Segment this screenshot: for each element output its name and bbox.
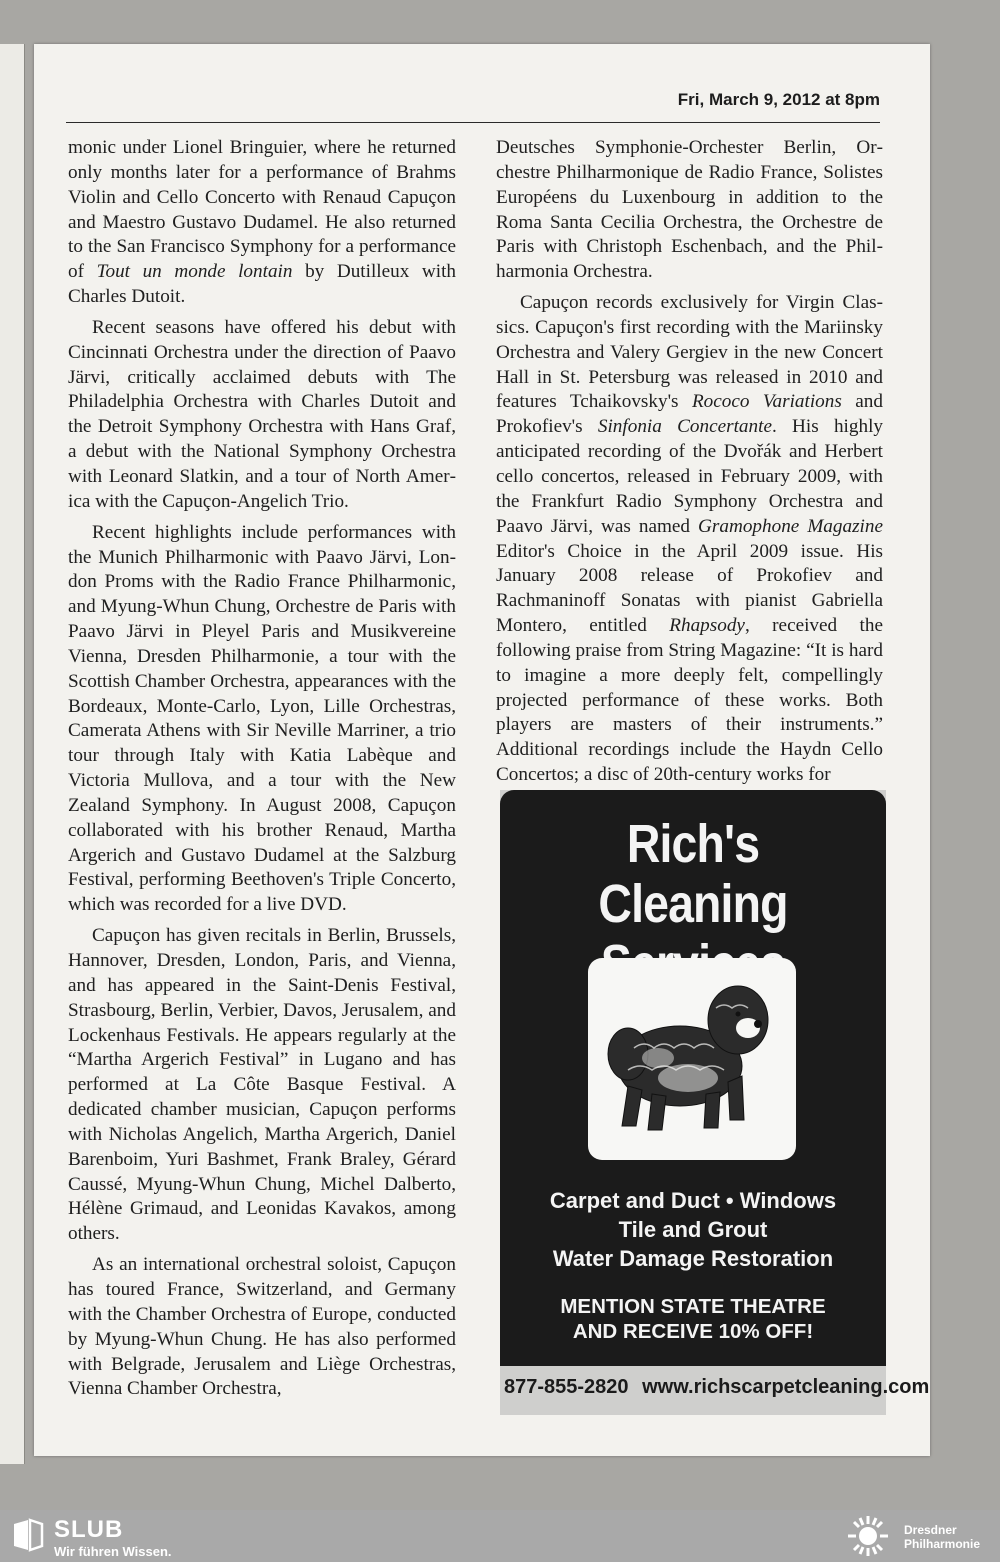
paragraph bbox=[496, 291, 883, 788]
right-text-column bbox=[496, 136, 883, 794]
sheepdog-illustration-icon bbox=[588, 958, 796, 1160]
ad-services-list bbox=[500, 1186, 886, 1273]
philharmonie-name-line: Philharmonie bbox=[904, 1537, 981, 1551]
ad-title-line: Rich's Cleaning bbox=[598, 814, 788, 934]
ad-service-line: Carpet and Duct • Windows bbox=[549, 1188, 837, 1213]
paragraph bbox=[68, 136, 456, 310]
italic-title: Gramophone Magazine bbox=[698, 515, 883, 537]
dog-drawing bbox=[588, 958, 796, 1160]
italic-title: Rococo Variations bbox=[691, 391, 842, 413]
paragraph: Recent seasons have offered his debut with Cincinnati Orchestra under the direction of Paavo Järvi, critically acclaimed debuts with The Philadelphia Orchestra with Charles Dutoit and the Detroit Symphony Orchestra with Hans Graf, a debut with the National Symphony Orchestra with Leonard Slatkin, and a tour of North America with the Capuçon-Angelich Trio. bbox=[68, 316, 456, 512]
ad-dark-panel bbox=[500, 790, 886, 1366]
text-run: Editor's Choice in the April 2009 issue. His January 2008 release of Prokofiev and Rachmaninoff Sonatas with pianist Gabriella Montero, entitled bbox=[496, 540, 883, 637]
ad-phone: 877-855-2820 bbox=[504, 1376, 629, 1398]
text-run: by Dutilleux with Charles Dutoit. bbox=[68, 261, 457, 308]
text-run: . His highly anticipated recording of the Dvořák and Herbert cello concertos, released in February 2009, with the Frankfurt Radio Symphony Orchestra and Paavo Järvi, was named bbox=[496, 416, 883, 537]
philharmonie-name bbox=[904, 1523, 980, 1551]
left-text-column bbox=[68, 136, 456, 1408]
ad-service-line: Tile and Grout bbox=[618, 1217, 768, 1242]
slub-slogan: Wir führen Wissen. bbox=[54, 1544, 172, 1559]
slub-name: SLUB bbox=[54, 1516, 124, 1543]
footer-bar bbox=[0, 1510, 1000, 1562]
slub-logo-icon bbox=[12, 1518, 44, 1552]
text-run: and Prokofiev's bbox=[496, 391, 883, 438]
philharmonie-logo-icon bbox=[840, 1514, 896, 1558]
paragraph: Capuçon has given recitals in Berlin, Brussels, Hannover, Dresden, London, Paris, and Vienna, and has appeared in the Saint-Denis Festival, Strasbourg, Berlin, Verbier, Davos, Jerusalem, and Lockenhaus Festivals. He appears regularly at the “Martha Argerich Festival” in Lugano and has performed at La Côte Basque Festival. A dedicated chamber musician, Capuçon performs with Nicholas Angelich, Martha Argerich, Daniel Barenboim, Yuri Bashmet, Frank Braley, Gérard Caussé, Myung-Whun Chung, Michel Dalberto, Hélène Grimaud, and Leonidas Kavakos, among others. bbox=[68, 925, 456, 1245]
page-header-date: Fri, March 9, 2012 at 8pm bbox=[677, 90, 880, 109]
header-rule bbox=[66, 122, 880, 123]
cleaning-advertisement bbox=[500, 790, 930, 1415]
paragraph: As an international orchestral soloist, Capuçon has toured France, Switzerland, and Germany with the Chamber Orchestra of Europe, conducted by Myung-Whun Chung. He has also performed with Belgrade, Jerusalem and Liège Orchestras, Vienna Chamber Orchestra, bbox=[68, 1254, 456, 1400]
left-page-edge bbox=[0, 44, 25, 1464]
text-run: , received the following praise from String Magazine: “It is hard to imagine a more deeply felt, compellingly projected performance of these works. Both players are masters of their instruments.” Additional recordings include the Haydn Cello Concertos; a disc of 20th-century works for bbox=[496, 615, 884, 786]
paragraph: Recent highlights include performances with the Munich Philharmonic with Paavo Järvi, London Proms with the Radio France Philharmonic, and Myung-Whun Chung, Orchestre de Paris with Paavo Järvi in Pleyel Paris and Musikvereine Vienna, Dresden Philharmonie, a tour with the Scottish Chamber Orchestra, appearances with the Bordeaux, Monte-Carlo, Lyon, Lille Orchestras, Camerata Athens with Sir Neville Marriner, a trio tour through Italy with Katia Labèque and Victoria Mullova, and a tour with the New Zealand Symphony. In August 2008, Capuçon collaborated with his brother Renaud, Martha Argerich and Gustavo Dudamel at the Salzburg Festival, performing Beethoven's Triple Concerto, which was recorded for a live DVD. bbox=[68, 521, 456, 916]
philharmonie-name-line: Dresdner bbox=[904, 1523, 957, 1537]
text-run: Capuçon records exclusively for Virgin Classics. Capuçon's first recording with the Mariinsky Orchestra and Valery Gergiev in the new Concert Hall in St. Petersburg was released in 2010 and features Tchaikovsky's bbox=[496, 292, 883, 413]
ad-service-line: Water Damage Restoration bbox=[552, 1246, 834, 1271]
italic-title: Tout un monde lontain bbox=[96, 261, 293, 283]
ad-contact-line bbox=[500, 1376, 930, 1399]
ad-offer-line: AND RECEIVE 10% OFF! bbox=[572, 1320, 814, 1343]
italic-title: Rhapsody bbox=[669, 615, 745, 637]
italic-title: Sinfonia Concertante bbox=[597, 416, 772, 438]
ad-offer-line: MENTION STATE THEATRE bbox=[560, 1295, 826, 1318]
ad-website: www.richscarpetcleaning.com bbox=[642, 1376, 930, 1398]
paragraph: Deutsches Symphonie-Orchester Berlin, Orchestre Philharmonique de Radio France, Solistes Européens du Luxenbourg in addition to the Roma Santa Cecilia Orchestra, the Orchestre de Paris with Christoph Eschenbach, and the Philharmonia Orchestra. bbox=[496, 137, 883, 283]
text-run: monic under Lionel Bringuier, where he returned only months later for a performance of Brahms Violin and Cello Concerto with Renaud Capuçon and Maestro Gustavo Dudamel. He also returned to the San Francisco Symphony for a performance of bbox=[68, 137, 456, 283]
program-page bbox=[34, 44, 930, 1456]
ad-offer bbox=[500, 1294, 886, 1344]
